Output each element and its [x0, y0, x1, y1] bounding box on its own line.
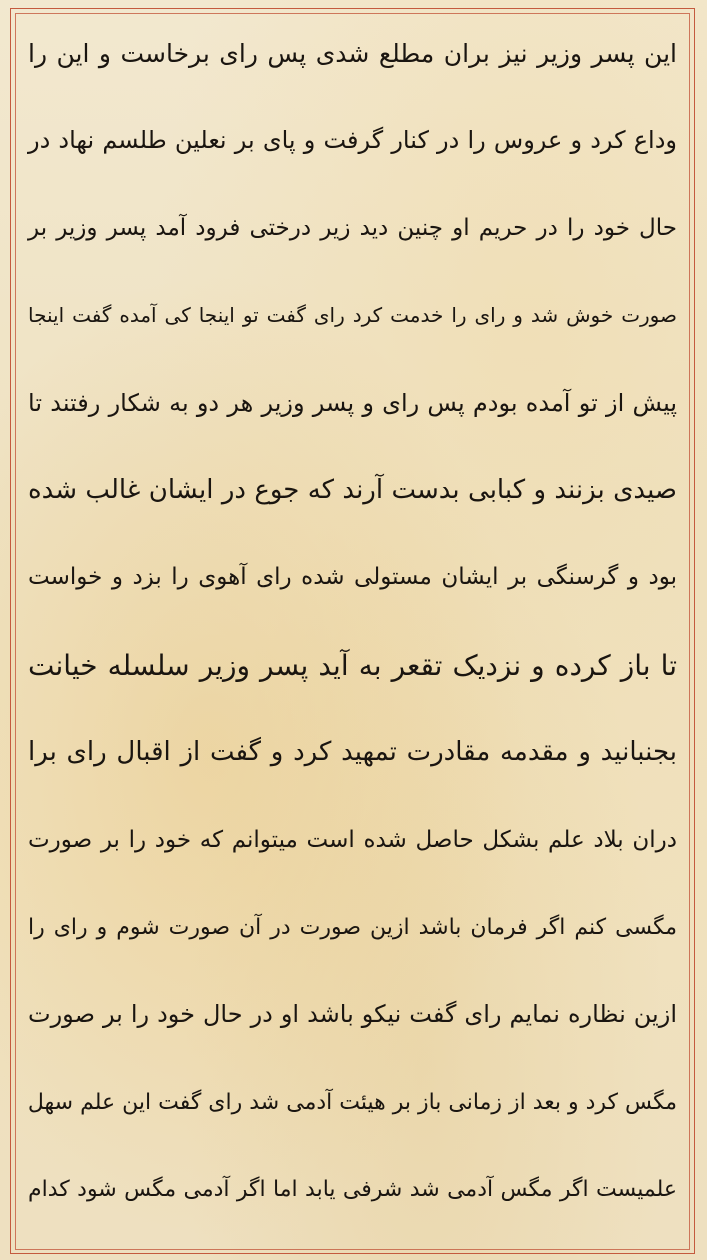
text-line-1: این پسر وزیر نیز بران مطلع شدی پس رای برخاست و این را: [28, 39, 677, 68]
text-line-11: مگسی کنم اگر فرمان باشد ازین صورت در آن صورت شوم و رای را: [28, 914, 677, 940]
manuscript-text-block: [22, 10, 683, 1233]
text-line-9: بجنبانید و مقدمه مقادرت تمهید کرد و گفت از اقبال رای برا: [28, 737, 677, 768]
text-line-14: علمیست اگر مگس آدمی شد شرفی یابد اما اگر آدمی مگس شود کدام: [28, 1177, 677, 1203]
text-line-4: صورت خوش شد و رای را خدمت کرد رای گفت تو اینجا کی آمده گفت اینجا: [28, 303, 677, 328]
text-line-5: پیش از تو آمده بودم پس رای و پسر وزیر هر دو به شکار رفتند تا: [28, 388, 677, 417]
text-line-6: صیدی بزنند و کبابی بدست آرند که جوع در ایشان غالب شده: [28, 474, 677, 505]
text-line-8: تا باز کرده و نزدیک تقعر به آید پسر وزیر سلسله خیانت: [28, 648, 677, 682]
text-line-2: وداع کرد و عروس را در کنار گرفت و پای بر نعلین طلسم نهاد در: [28, 126, 677, 155]
text-line-7: بود و گرسنگی بر ایشان مستولی شده رای آهوی را بزد و خواست: [28, 564, 677, 591]
text-line-13: مگس کرد و بعد از زمانی باز بر هیئت آدمی شد رای گفت این علم سهل: [27, 1089, 677, 1115]
text-line-3: حال خود را در حریم او چنین دید زیر درختی فرود آمد پسر وزیر بر: [28, 214, 677, 241]
text-line-12: ازین نظاره نمایم رای گفت نیکو باشد او در حال خود را بر صورت: [28, 1000, 677, 1029]
text-line-10: دران بلاد علم بشکل حاصل شده است میتوانم که خود را بر صورت: [28, 826, 677, 853]
